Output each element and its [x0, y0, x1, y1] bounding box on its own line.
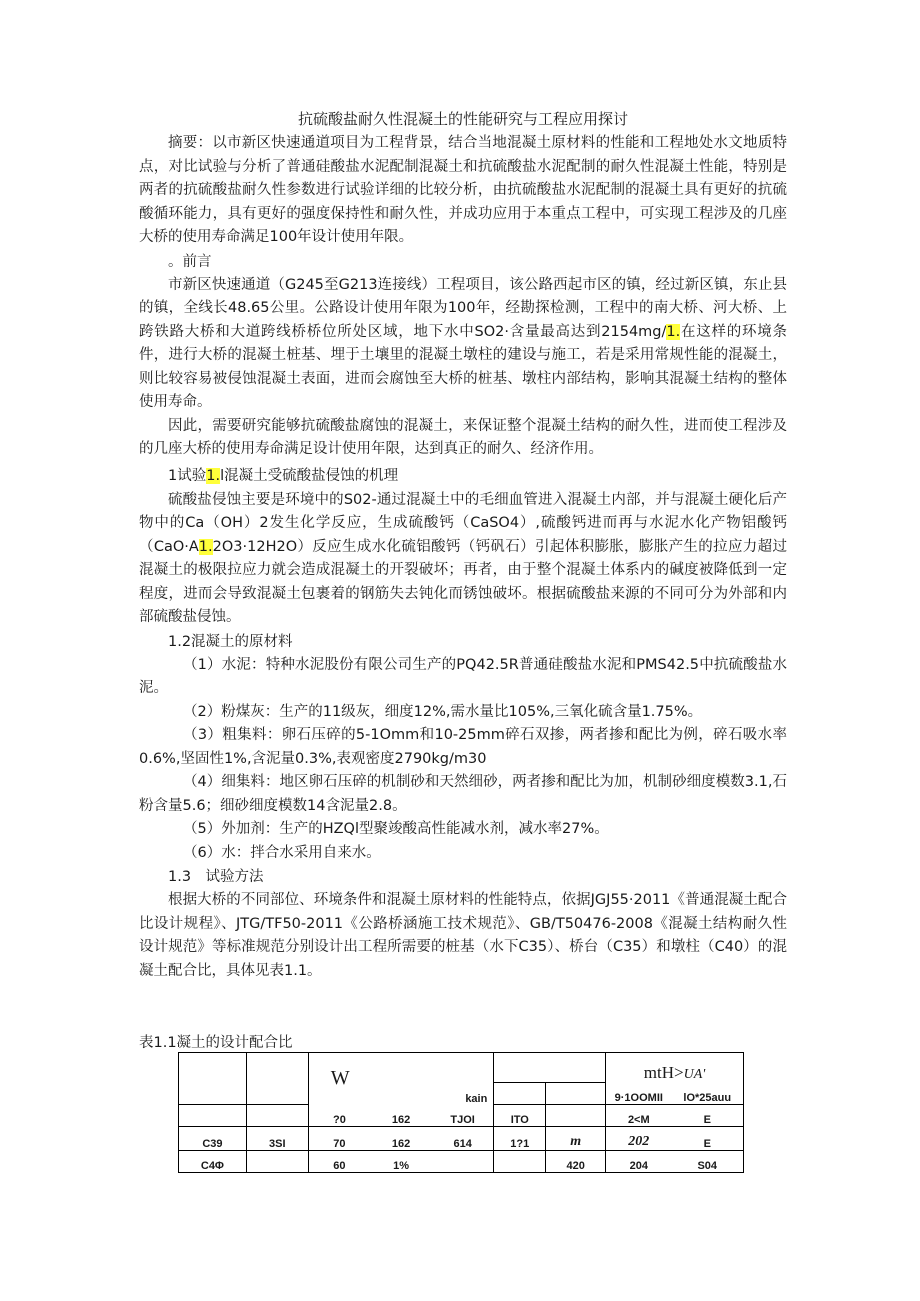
- table-row: ?0 162 TJOI ITO 2<M E: [179, 1105, 744, 1127]
- section-1-1-heading: 1试验1.l混凝土受硫酸盐侵蚀的机理: [168, 467, 399, 484]
- preface-paragraph-1: 市新区快速通道（G245至G213连接线）工程项目，该公路西起市区的镇，经过新区镇，东止县的镇，全线长48.65公里。公路设计使用年限为100年，经勘探检测，工程中的南大桥、河大桥、上跨铁路大桥和大道跨线桥桥位所处区域，地下水中SO2·含量最高达到2154mg/1.在这样的环境条件，进行大桥的混凝土桩基、埋于土壤里的混凝土墩柱的建设与施工，若是采用常规性能的混凝土，则比较容易被侵蚀混凝土表面，进而会腐蚀至大桥的桩基、墩柱内部结构，影响其混凝土结构的整体使用寿命。: [139, 276, 787, 410]
- material-water: （6）水：拌合水采用自来水。: [183, 844, 381, 861]
- header-mth: mtH>UA': [606, 1053, 744, 1083]
- header-sub-1: 9·1OOMII: [606, 1083, 672, 1105]
- table-caption: 表1.1凝土的设计配合比: [139, 1035, 293, 1051]
- material-cement: （1）水泥：特种水泥股份有限公司生产的PQ42.5R普通硅酸盐水泥和PMS42.5中抗硫酸盐水泥。: [139, 656, 787, 696]
- material-admixture: （5）外加剂：生产的HZQl型聚竣酸高性能减水剂，减水率27%。: [183, 821, 609, 837]
- method-paragraph: 根据大桥的不同部位、环境条件和混凝土原材料的性能特点，依据JGJ55·2011《普通混凝土配合比设计规程》、JTG/TF50-2011《公路桥涵施工技术规范》、GB/T50476-2008《混凝土结构耐久性设计规范》等标准规范分别设计出工程所需要的桩基（水下C35）、桥台（C35）和墩柱（C40）的混凝土配合比，具体见表1.1。: [139, 892, 787, 979]
- document-title: 抗硫酸盐耐久性混凝土的性能研究与工程应用探讨: [297, 110, 628, 128]
- highlight-mark: 1.: [206, 467, 221, 484]
- material-fly-ash: （2）粉煤灰：生产的11级灰，细度12%,需水量比105%,三氧化硫含量1.75%。: [183, 703, 703, 720]
- document-body: [139, 106, 787, 983]
- highlight-mark: 1.: [198, 538, 213, 555]
- table-header-row-1: [179, 1053, 744, 1083]
- material-coarse-aggregate: （3）粗集料：卵石压碎的5-1Omm和10-25mm碎石双掺，两者掺和配比为例，碎石吸水率0.6%,坚固性1%,含泥量0.3%,表观密度2790kg/m30: [139, 727, 787, 767]
- mechanism-paragraph: 硫酸盐侵蚀主要是环境中的S02-通过混凝土中的毛细血管进入混凝土内部，并与混凝土硬化后产物中的Ca（OH）2发生化学反应，生成硫酸钙（CaSO4）,硫酸钙进而再与水泥水化产物铝酸钙（CaO·A1.2O3·12H2O）反应生成水化硫铝酸钙（钙矾石）引起体积膨胀，膨胀产生的拉应力超过混凝土的极限拉应力就会造成混凝土的开裂破坏；再者，由于整个混凝土体系内的碱度被降低到一定程度，进而会导致混凝土包裹着的钢筋失去钝化而锈蚀破坏。根据硫酸盐来源的不同可分为外部和内部硫酸盐侵蚀。: [139, 491, 787, 625]
- preface-heading: 。前言: [168, 253, 212, 270]
- header-w: W: [308, 1053, 370, 1105]
- section-1-2-heading: 1.2混凝土的原材料: [168, 633, 293, 650]
- header-kain: kain: [432, 1053, 494, 1105]
- material-fine-aggregate: （4）细集料：地区卵石压碎的机制砂和天然细砂，两者掺和配比为加，机制砂细度模数3.1,石粉含量5.6；细砂细度模数14含泥量2.8。: [139, 774, 788, 814]
- mix-proportion-table: [178, 1052, 744, 1173]
- table-row: C4Φ 60 1% 420 204 S04: [179, 1151, 744, 1173]
- preface-paragraph-2: 因此，需要研究能够抗硫酸盐腐蚀的混凝土，来保证整个混凝土结构的耐久性，进而使工程涉及的几座大桥的使用寿命满足设计使用年限，达到真正的耐久、经济作用。: [139, 417, 787, 457]
- section-1-3-heading: 1.3 试验方法: [168, 869, 264, 885]
- abstract-paragraph: 摘要：以市新区快速通道项目为工程背景，结合当地混凝土原材料的性能和工程地处水文地质特点，对比试验与分析了普通硅酸盐水泥配制混凝土和抗硫酸盐水泥配制的耐久性混凝土性能，特别是两者的抗硫酸盐耐久性参数进行试验详细的比较分析，由抗硫酸盐水泥配制的混凝土具有更好的抗硫酸循环能力，具有更好的强度保持性和耐久性，并成功应用于本重点工程中，可实现工程涉及的几座大桥的使用寿命满足100年设计使用年限。: [139, 135, 787, 245]
- header-sub-2: lO*25auu: [672, 1083, 744, 1105]
- table-row: C39 3SI 70 162 614 1?1 m 202 E: [179, 1127, 744, 1151]
- highlight-mark: 1.: [666, 323, 681, 340]
